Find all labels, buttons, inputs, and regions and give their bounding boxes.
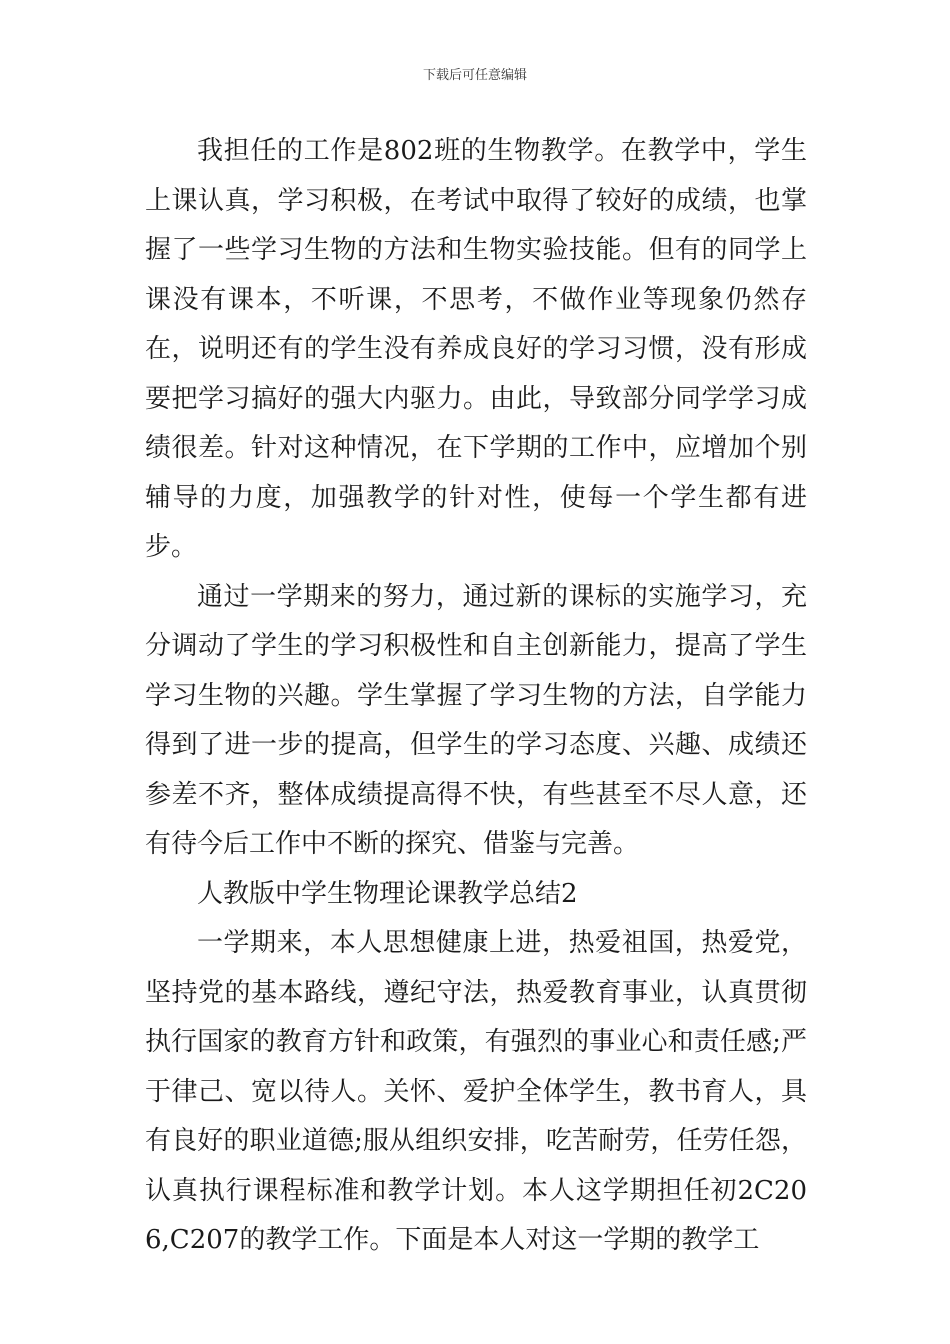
document-body <box>145 127 807 1266</box>
page-header: 下载后可任意编辑 <box>422 68 527 83</box>
section-heading: 人教版中学生物理论课教学总结2 <box>197 878 578 909</box>
paragraph-2: 通过一学期来的努力，通过新的课标的实施学习，充分调动了学生的学习积极性和自主创新能力，提高了学生学习生物的兴趣。学生掌握了学习生物的方法，自学能力得到了进一步的提高，但学生的学习态度、兴趣、成绩还参差不齐，整体成绩提高得不快，有些甚至不尽人意，还有待今后工作中不断的探究、借鉴与完善。 <box>145 581 807 859</box>
paragraph-1: 我担任的工作是802班的生物教学。在教学中，学生上课认真，学习积极，在考试中取得了较好的成绩，也掌握了一些学习生物的方法和生物实验技能。但有的同学上课没有课本，不听课，不思考，不做作业等现象仍然存在，说明还有的学生没有养成良好的学习习惯，没有形成要把学习搞好的强大内驱力。由此，导致部分同学学习成绩很差。针对这种情况，在下学期的工作中，应增加个别辅导的力度，加强教学的针对性，使每一个学生都有进步。 <box>145 136 807 562</box>
paragraph-3: 一学期来，本人思想健康上进，热爱祖国，热爱党，坚持党的基本路线，遵纪守法，热爱教育事业，认真贯彻执行国家的教育方针和政策，有强烈的事业心和责任感;严于律己、宽以待人。关怀、爱护全体学生，教书育人，具有良好的职业道德;服从组织安排，吃苦耐劳，任劳任怨，认真执行课程标准和教学计划。本人这学期担任初2C206,C207的教学工作。下面是本人对这一学期的教学工 <box>145 928 807 1255</box>
